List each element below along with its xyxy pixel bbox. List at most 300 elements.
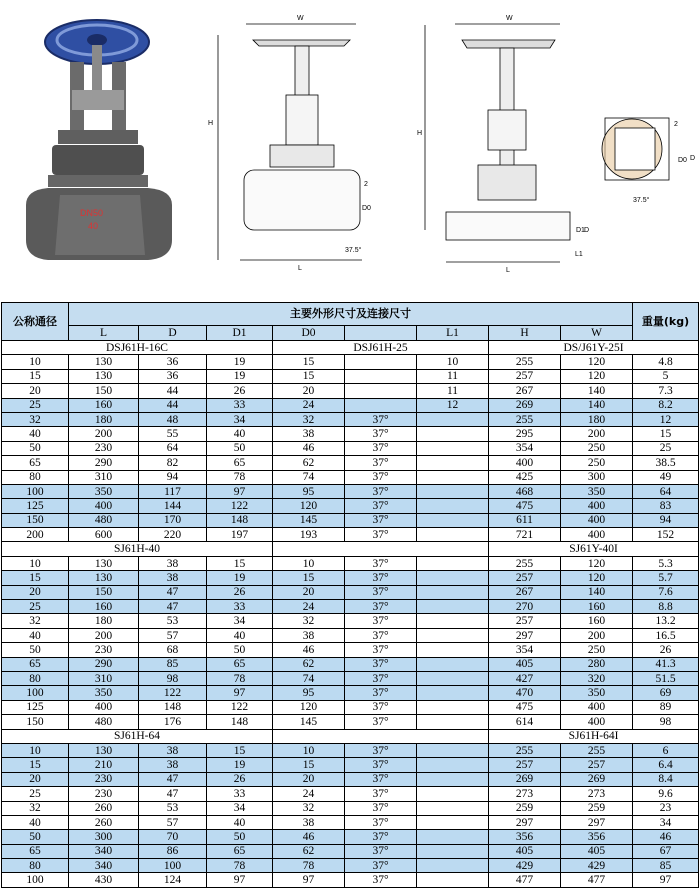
table-cell: 74 — [273, 671, 345, 685]
table-cell: 8.2 — [633, 398, 699, 412]
group-model-label — [273, 542, 489, 556]
table-cell: 37° — [345, 830, 417, 844]
table-cell — [417, 715, 489, 729]
table-cell: 480 — [69, 513, 139, 527]
table-cell: 15 — [207, 743, 273, 757]
table-cell: 41.3 — [633, 657, 699, 671]
table-row — [2, 643, 699, 657]
table-cell: 97 — [207, 686, 273, 700]
group-model-label: SJ61H-64I — [489, 729, 699, 743]
table-cell: 260 — [69, 801, 139, 815]
table-cell: 20 — [273, 384, 345, 398]
table-cell: 200 — [2, 528, 69, 542]
table-cell: 350 — [561, 484, 633, 498]
col-d1: D1 — [207, 326, 273, 341]
table-cell: 70 — [139, 830, 207, 844]
table-cell: 37° — [345, 715, 417, 729]
group-model-label: SJ61H-64 — [2, 729, 273, 743]
table-cell: 46 — [273, 643, 345, 657]
table-cell: 38 — [273, 628, 345, 642]
table-cell — [345, 384, 417, 398]
table-cell: 193 — [273, 528, 345, 542]
table-cell — [417, 801, 489, 815]
table-cell: 97 — [207, 484, 273, 498]
table-cell: 230 — [69, 643, 139, 657]
dim-l1-2: L1 — [575, 251, 583, 258]
table-cell: 97 — [273, 873, 345, 887]
table-cell: 170 — [139, 513, 207, 527]
table-cell: 400 — [561, 715, 633, 729]
table-cell: 95 — [273, 686, 345, 700]
table-cell: 5 — [633, 369, 699, 383]
table-cell: 100 — [2, 686, 69, 700]
group-model-label — [273, 729, 489, 743]
table-cell — [417, 873, 489, 887]
table-cell: 600 — [69, 528, 139, 542]
table-cell: 46 — [273, 441, 345, 455]
table-cell: 405 — [561, 844, 633, 858]
table-cell: 130 — [69, 571, 139, 585]
table-cell: 37° — [345, 441, 417, 455]
table-cell — [345, 355, 417, 369]
table-row — [2, 513, 699, 527]
table-cell: 98 — [633, 715, 699, 729]
table-cell: 78 — [207, 470, 273, 484]
table-cell: 120 — [273, 700, 345, 714]
group-model-label: DSJ61H-16C — [2, 341, 273, 355]
table-cell: 11 — [417, 369, 489, 383]
table-cell: 97 — [633, 873, 699, 887]
table-cell: 50 — [2, 643, 69, 657]
photo-marking-dn: DN50 — [80, 208, 104, 218]
table-cell: 10 — [2, 355, 69, 369]
table-row — [2, 571, 699, 585]
table-cell: 310 — [69, 470, 139, 484]
table-cell: 400 — [69, 700, 139, 714]
header-dn: 公称通径 — [2, 303, 69, 341]
table-cell: 259 — [561, 801, 633, 815]
table-cell: 37° — [345, 571, 417, 585]
table-cell: 150 — [2, 513, 69, 527]
table-cell: 120 — [561, 355, 633, 369]
table-cell: 12 — [633, 412, 699, 426]
table-cell: 400 — [561, 499, 633, 513]
table-row — [2, 772, 699, 786]
table-cell: 69 — [633, 686, 699, 700]
table-cell: 53 — [139, 614, 207, 628]
table-cell: 50 — [207, 643, 273, 657]
table-cell: 160 — [69, 398, 139, 412]
table-cell: 23 — [633, 801, 699, 815]
table-cell: 160 — [69, 600, 139, 614]
header-weight: 重量(kg) — [633, 303, 699, 341]
table-cell: 33 — [207, 787, 273, 801]
table-cell: 10 — [2, 743, 69, 757]
col-l1: L1 — [417, 326, 489, 341]
table-row — [2, 815, 699, 829]
table-cell: 150 — [69, 585, 139, 599]
table-cell: 26 — [207, 384, 273, 398]
table-cell: 82 — [139, 456, 207, 470]
table-row — [2, 600, 699, 614]
table-cell — [417, 513, 489, 527]
table-cell: 117 — [139, 484, 207, 498]
table-cell: 19 — [207, 758, 273, 772]
table-cell: 300 — [69, 830, 139, 844]
table-cell: 12 — [417, 398, 489, 412]
table-cell: 15 — [2, 758, 69, 772]
table-cell: 148 — [207, 513, 273, 527]
table-cell: 15 — [273, 571, 345, 585]
table-cell: 62 — [273, 456, 345, 470]
table-row — [2, 873, 699, 887]
table-cell: 80 — [2, 470, 69, 484]
table-cell: 230 — [69, 772, 139, 786]
table-cell: 37° — [345, 600, 417, 614]
table-cell: 62 — [273, 657, 345, 671]
col-d: D — [139, 326, 207, 341]
table-cell: 37° — [345, 499, 417, 513]
table-cell: 40 — [207, 427, 273, 441]
table-cell: 65 — [207, 657, 273, 671]
table-row — [2, 456, 699, 470]
table-cell: 34 — [207, 801, 273, 815]
table-cell: 297 — [489, 815, 561, 829]
table-cell: 40 — [207, 815, 273, 829]
table-row — [2, 427, 699, 441]
col-d0: D0 — [273, 326, 345, 341]
table-cell: 50 — [207, 441, 273, 455]
table-cell: 80 — [2, 671, 69, 685]
table-cell: 78 — [207, 859, 273, 873]
table-cell: 470 — [489, 686, 561, 700]
table-cell: 38 — [139, 758, 207, 772]
table-cell: 6 — [633, 743, 699, 757]
dim-d0-3: D0 — [678, 157, 687, 164]
table-cell: 44 — [139, 384, 207, 398]
table-row — [2, 628, 699, 642]
table-cell: 297 — [489, 628, 561, 642]
table-cell: 32 — [2, 412, 69, 426]
table-cell: 24 — [273, 787, 345, 801]
table-cell: 152 — [633, 528, 699, 542]
table-cell — [345, 398, 417, 412]
table-cell: 55 — [139, 427, 207, 441]
header-main: 主要外形尺寸及连接尺寸 — [69, 303, 633, 326]
table-cell: 46 — [633, 830, 699, 844]
table-cell: 160 — [561, 614, 633, 628]
table-cell: 98 — [139, 671, 207, 685]
table-cell: 37° — [345, 556, 417, 570]
table-cell: 614 — [489, 715, 561, 729]
table-cell: 37° — [345, 643, 417, 657]
table-cell: 19 — [207, 355, 273, 369]
table-cell: 200 — [561, 628, 633, 642]
table-row — [2, 671, 699, 685]
table-cell: 15 — [273, 355, 345, 369]
table-cell: 257 — [561, 758, 633, 772]
table-cell: 32 — [2, 801, 69, 815]
dim-w-1: W — [297, 15, 304, 22]
table-cell: 145 — [273, 513, 345, 527]
table-cell: 477 — [561, 873, 633, 887]
table-cell: 49 — [633, 470, 699, 484]
col-h: H — [489, 326, 561, 341]
drawing-front-view — [417, 15, 589, 274]
table-cell: 280 — [561, 657, 633, 671]
table-cell: 25 — [2, 398, 69, 412]
table-cell: 47 — [139, 772, 207, 786]
table-cell: 400 — [561, 528, 633, 542]
table-cell: 50 — [207, 830, 273, 844]
table-cell: 429 — [561, 859, 633, 873]
table-cell: 148 — [207, 715, 273, 729]
table-cell: 19 — [207, 571, 273, 585]
table-cell — [345, 369, 417, 383]
table-cell: 20 — [2, 585, 69, 599]
table-cell: 37° — [345, 743, 417, 757]
table-cell: 400 — [489, 456, 561, 470]
table-cell: 37° — [345, 859, 417, 873]
table-cell: 37° — [345, 470, 417, 484]
table-cell: 197 — [207, 528, 273, 542]
table-cell: 148 — [139, 700, 207, 714]
table-cell — [417, 556, 489, 570]
table-cell: 429 — [489, 859, 561, 873]
table-cell: 8.8 — [633, 600, 699, 614]
table-cell: 150 — [69, 384, 139, 398]
table-cell: 20 — [2, 772, 69, 786]
table-cell: 44 — [139, 398, 207, 412]
table-cell: 400 — [561, 700, 633, 714]
table-cell: 38 — [139, 743, 207, 757]
table-cell: 10 — [273, 743, 345, 757]
table-cell: 250 — [561, 643, 633, 657]
table-cell: 405 — [489, 844, 561, 858]
table-cell: 255 — [489, 556, 561, 570]
table-cell — [417, 571, 489, 585]
table-cell: 125 — [2, 499, 69, 513]
table-cell: 400 — [561, 513, 633, 527]
table-cell: 180 — [69, 614, 139, 628]
table-cell: 125 — [2, 700, 69, 714]
table-cell: 37° — [345, 873, 417, 887]
table-cell: 62 — [273, 844, 345, 858]
table-cell: 34 — [207, 412, 273, 426]
table-cell: 11 — [417, 384, 489, 398]
table-cell: 37° — [345, 844, 417, 858]
table-cell: 122 — [207, 499, 273, 513]
table-cell: 65 — [2, 657, 69, 671]
table-cell: 37° — [345, 585, 417, 599]
table-cell: 480 — [69, 715, 139, 729]
table-row — [2, 715, 699, 729]
table-cell: 64 — [633, 484, 699, 498]
table-cell: 37° — [345, 614, 417, 628]
dim-d-3: D — [690, 155, 696, 162]
table-row — [2, 556, 699, 570]
table-cell: 20 — [273, 585, 345, 599]
table-cell: 50 — [2, 830, 69, 844]
table-cell: 350 — [69, 484, 139, 498]
table-cell: 250 — [561, 441, 633, 455]
table-cell: 269 — [561, 772, 633, 786]
table-cell: 273 — [489, 787, 561, 801]
col-angle — [345, 326, 417, 341]
table-cell: 65 — [207, 844, 273, 858]
table-cell: 33 — [207, 600, 273, 614]
table-row — [2, 844, 699, 858]
table-cell: 611 — [489, 513, 561, 527]
table-cell: 15 — [633, 427, 699, 441]
table-row — [2, 787, 699, 801]
table-cell: 250 — [561, 456, 633, 470]
table-cell: 37° — [345, 772, 417, 786]
table-cell: 7.3 — [633, 384, 699, 398]
group-header-row — [2, 341, 699, 355]
table-cell: 430 — [69, 873, 139, 887]
table-cell: 97 — [207, 873, 273, 887]
table-cell: 255 — [489, 355, 561, 369]
table-cell — [417, 585, 489, 599]
table-cell: 200 — [69, 628, 139, 642]
table-cell: 257 — [489, 758, 561, 772]
table-cell: 51.5 — [633, 671, 699, 685]
table-cell: 340 — [69, 859, 139, 873]
table-cell: 122 — [207, 700, 273, 714]
table-cell — [417, 787, 489, 801]
table-cell — [417, 484, 489, 498]
table-cell: 340 — [69, 844, 139, 858]
table-cell — [417, 772, 489, 786]
table-cell: 37° — [345, 513, 417, 527]
table-cell: 25 — [2, 787, 69, 801]
table-cell: 37° — [345, 671, 417, 685]
dim-l-2: L — [506, 267, 510, 274]
table-cell: 80 — [2, 859, 69, 873]
table-row — [2, 528, 699, 542]
table-cell: 255 — [561, 743, 633, 757]
table-cell: 37° — [345, 528, 417, 542]
table-cell: 269 — [489, 772, 561, 786]
table-cell: 259 — [489, 801, 561, 815]
table-cell: 16.5 — [633, 628, 699, 642]
table-cell: 37° — [345, 758, 417, 772]
table-cell: 37° — [345, 700, 417, 714]
table-cell: 120 — [561, 556, 633, 570]
table-cell: 34 — [633, 815, 699, 829]
table-cell — [417, 700, 489, 714]
table-cell — [417, 830, 489, 844]
table-cell: 270 — [489, 600, 561, 614]
table-cell: 160 — [561, 600, 633, 614]
table-row — [2, 801, 699, 815]
table-cell: 273 — [561, 787, 633, 801]
group-header-row — [2, 729, 699, 743]
table-cell: 100 — [2, 484, 69, 498]
table-cell — [417, 528, 489, 542]
table-cell: 295 — [489, 427, 561, 441]
table-cell: 37° — [345, 657, 417, 671]
table-cell: 10 — [417, 355, 489, 369]
valve-photo — [26, 20, 172, 260]
table-cell: 297 — [561, 815, 633, 829]
table-cell — [417, 600, 489, 614]
table-cell: 25 — [633, 441, 699, 455]
table-cell — [417, 743, 489, 757]
table-cell: 57 — [139, 628, 207, 642]
dim-w-2: W — [506, 15, 513, 22]
dim-two-3: 2 — [674, 121, 678, 128]
table-cell: 320 — [561, 671, 633, 685]
table-cell: 15 — [2, 369, 69, 383]
table-cell: 15 — [2, 571, 69, 585]
table-row — [2, 700, 699, 714]
table-cell: 721 — [489, 528, 561, 542]
table-cell: 32 — [273, 412, 345, 426]
group-model-label: DSJ61H-25 — [273, 341, 489, 355]
table-cell: 120 — [561, 369, 633, 383]
table-cell: 38 — [139, 556, 207, 570]
table-cell: 64 — [139, 441, 207, 455]
table-cell — [417, 628, 489, 642]
table-cell: 89 — [633, 700, 699, 714]
dim-h-1: H — [208, 120, 214, 127]
table-cell: 38.5 — [633, 456, 699, 470]
table-cell: 475 — [489, 700, 561, 714]
table-cell: 220 — [139, 528, 207, 542]
table-cell: 4.8 — [633, 355, 699, 369]
table-cell: 10 — [2, 556, 69, 570]
table-cell: 20 — [273, 772, 345, 786]
table-cell: 124 — [139, 873, 207, 887]
table-cell: 15 — [273, 758, 345, 772]
table-cell: 65 — [207, 456, 273, 470]
table-cell: 37° — [345, 412, 417, 426]
table-cell: 130 — [69, 743, 139, 757]
table-cell: 145 — [273, 715, 345, 729]
table-cell: 20 — [2, 384, 69, 398]
table-cell: 38 — [273, 815, 345, 829]
table-cell: 13.2 — [633, 614, 699, 628]
table-cell: 57 — [139, 815, 207, 829]
table-cell: 140 — [561, 585, 633, 599]
table-row — [2, 743, 699, 757]
table-cell: 15 — [207, 556, 273, 570]
table-cell — [417, 758, 489, 772]
table-cell: 25 — [2, 600, 69, 614]
table-cell: 37° — [345, 628, 417, 642]
table-cell — [417, 671, 489, 685]
table-cell: 32 — [273, 614, 345, 628]
table-cell: 8.4 — [633, 772, 699, 786]
table-cell: 257 — [489, 571, 561, 585]
table-cell: 354 — [489, 643, 561, 657]
table-cell: 47 — [139, 787, 207, 801]
table-cell: 150 — [2, 715, 69, 729]
table-cell: 68 — [139, 643, 207, 657]
table-cell: 267 — [489, 585, 561, 599]
table-cell: 255 — [489, 743, 561, 757]
table-cell: 37° — [345, 686, 417, 700]
table-cell: 85 — [139, 657, 207, 671]
table-cell: 53 — [139, 801, 207, 815]
table-cell: 37° — [345, 456, 417, 470]
table-cell: 38 — [273, 427, 345, 441]
table-row — [2, 758, 699, 772]
table-cell: 200 — [69, 427, 139, 441]
table-cell: 269 — [489, 398, 561, 412]
